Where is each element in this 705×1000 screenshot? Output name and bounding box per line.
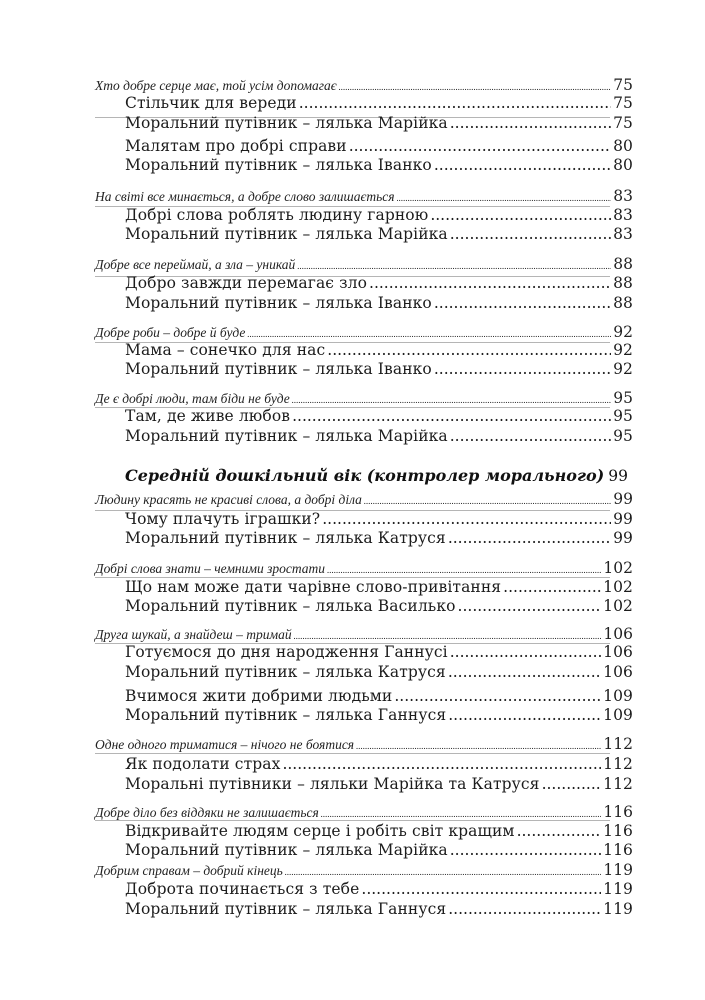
toc-page-number: 95 <box>613 389 633 407</box>
toc-leader-dots <box>517 822 602 840</box>
toc-subentry <box>125 643 633 665</box>
toc-subentry <box>125 841 633 863</box>
toc-leader-dots <box>361 880 601 898</box>
toc-page-number: 112 <box>603 755 633 773</box>
toc-entry-title: Моральний путівник – лялька Василько <box>125 597 456 615</box>
toc-leader-dots <box>450 841 601 859</box>
toc-page-number: 102 <box>603 578 633 596</box>
toc-entry-title: Моральний путівник – лялька Іванко <box>125 360 432 378</box>
toc-leader-dots <box>448 529 611 547</box>
toc-leader-dots <box>542 775 602 793</box>
toc-leader-dots <box>364 492 611 508</box>
toc-entry-title: Добре роби – добре й буде <box>95 325 246 340</box>
toc-entry-title: Добро завжди перемагає зло <box>125 274 368 292</box>
toc-page-number: 75 <box>613 76 633 94</box>
toc-subentry <box>125 755 633 777</box>
toc-chapter-entry <box>95 735 633 757</box>
toc-leader-dots <box>450 114 611 132</box>
toc-section-entry <box>125 466 628 488</box>
toc-entry-title: Малятам про добрі справи <box>125 137 347 155</box>
toc-page-number: 88 <box>613 294 633 312</box>
toc-entry-title: Моральний путівник – лялька Катруся <box>125 663 446 681</box>
toc-entry-title: Моральний путівник – лялька Іванко <box>125 156 432 174</box>
toc-leader-dots <box>321 805 602 821</box>
toc-entry-title: Добре все переймай, а зла – уникай <box>95 257 296 272</box>
toc-leader-dots <box>450 225 611 243</box>
toc-page-number: 75 <box>613 94 633 112</box>
toc-subentry <box>125 114 633 136</box>
toc-leader-dots <box>458 597 602 615</box>
toc-subentry <box>125 427 633 449</box>
toc-entry-title: На світі все минається, а добре слово залишається <box>95 189 395 204</box>
toc-leader-dots <box>448 706 601 724</box>
toc-leader-dots <box>503 578 601 596</box>
toc-page-number: 88 <box>613 255 633 273</box>
toc-entry-title: Мама – сонечко для нас <box>125 341 326 359</box>
toc-subentry <box>125 225 633 247</box>
toc-page-number: 116 <box>603 841 633 859</box>
toc-page-number: 83 <box>613 206 633 224</box>
toc-entry-title: Де є добрі люди, там біди не буде <box>95 391 290 406</box>
toc-page-number: 102 <box>603 597 633 615</box>
toc-entry-title: Друга шукай, а знайдеш – тримай <box>95 627 292 642</box>
toc-page-number: 99 <box>613 529 633 547</box>
toc-entry-title: Моральний путівник – лялька Марійка <box>125 427 448 445</box>
toc-leader-dots <box>247 325 611 341</box>
toc-leader-dots <box>292 391 611 407</box>
toc-subentry <box>125 274 633 296</box>
toc-subentry <box>125 706 633 728</box>
toc-leader-dots <box>292 407 611 425</box>
toc-leader-dots <box>434 360 611 378</box>
toc-page-number: 99 <box>613 510 633 528</box>
toc-page-number: 112 <box>603 775 633 793</box>
toc-entry-title: Добре діло без віддяки не залишається <box>95 805 319 820</box>
toc-entry-title: Стільчик для вереди <box>125 94 297 112</box>
toc-page-number: 119 <box>603 861 633 879</box>
toc-subentry <box>125 156 633 178</box>
toc-entry-title: Як подолати страх <box>125 755 281 773</box>
toc-entry-title: Чому плачуть іграшки? <box>125 510 321 528</box>
toc-page-number: 109 <box>603 687 633 705</box>
toc-leader-dots <box>339 78 612 94</box>
toc-entry-title: Моральний путівник – лялька Ганнуся <box>125 900 447 918</box>
toc-subentry <box>125 900 633 922</box>
toc-entry-title: Відкривайте людям серце і робіть світ кращим <box>125 822 515 840</box>
toc-page-number: 119 <box>603 880 633 898</box>
toc-page-number: 112 <box>603 735 633 753</box>
toc-entry-title: Хто добре серце має, той усім допомагає <box>95 78 337 93</box>
toc-page-number: 75 <box>613 114 633 132</box>
toc-entry-title: Вчимося жити добрими людьми <box>125 687 393 705</box>
toc-subentry <box>125 529 633 551</box>
toc-subentry <box>125 294 633 316</box>
toc-leader-dots <box>450 427 611 445</box>
toc-chapter-entry <box>95 490 633 512</box>
toc-entry-title: Моральний путівник – лялька Марійка <box>125 225 448 243</box>
toc-subentry <box>125 407 633 429</box>
toc-page-number: 92 <box>613 323 633 341</box>
toc-subentry <box>125 775 633 797</box>
toc-leader-dots <box>282 755 601 773</box>
toc-page-number: 83 <box>613 187 633 205</box>
toc-entry-title: Моральний путівник – лялька Іванко <box>125 294 432 312</box>
toc-subentry <box>125 597 633 619</box>
toc-leader-dots <box>448 663 601 681</box>
toc-page-number: 92 <box>613 360 633 378</box>
toc-entry-title: Там, де живе любов <box>125 407 291 425</box>
toc-page-number: 116 <box>603 822 633 840</box>
toc-subentry <box>125 94 633 116</box>
toc-page-number: 83 <box>613 225 633 243</box>
toc-page-number: 106 <box>603 643 633 661</box>
toc-entry-title: Одне одного триматися – нічого не боятися <box>95 737 355 752</box>
toc-entry-title: Моральний путівник – лялька Ганнуся <box>125 706 447 724</box>
toc-page-number: 88 <box>613 274 633 292</box>
toc-leader-dots <box>327 561 601 577</box>
toc-leader-dots <box>394 687 601 705</box>
toc-entry-title: Середній дошкільний вік (контролер морального) <box>125 466 605 485</box>
toc-entry-title: Що нам може дати чарівне слово-привітання <box>125 578 502 596</box>
toc-page-number: 92 <box>613 341 633 359</box>
toc-leader-dots <box>349 137 611 155</box>
toc-entry-title: Моральний путівник – лялька Марійка <box>125 114 448 132</box>
toc-leader-dots <box>322 510 611 528</box>
toc-leader-dots <box>327 341 611 359</box>
toc-leader-dots <box>294 627 602 643</box>
toc-page-number: 80 <box>613 156 633 174</box>
toc-page-number: 99 <box>608 467 628 485</box>
toc-page-number: 102 <box>603 559 633 577</box>
toc-subentry <box>125 663 633 685</box>
toc-entry-title: Добрі слова роблять людину гарною <box>125 206 429 224</box>
toc-entry-title: Людину красять не красиві слова, а добрі діла <box>95 492 362 507</box>
toc-leader-dots <box>369 274 611 292</box>
toc-leader-dots <box>448 900 601 918</box>
toc-leader-dots <box>285 863 602 879</box>
toc-leader-dots <box>299 94 611 112</box>
toc-leader-dots <box>430 206 611 224</box>
toc-entry-title: Добрим справам – добрий кінець <box>95 863 283 878</box>
toc-subentry <box>125 360 633 382</box>
toc-page-number: 109 <box>603 706 633 724</box>
toc-subentry <box>125 880 633 902</box>
toc-entry-title: Доброта починається з тебе <box>125 880 360 898</box>
toc-page-number: 95 <box>613 407 633 425</box>
toc-entry-title: Моральні путівники – ляльки Марійка та Катруся <box>125 775 540 793</box>
toc-leader-dots <box>356 737 601 753</box>
toc-entry-title: Моральний путівник – лялька Марійка <box>125 841 448 859</box>
toc-leader-dots <box>434 294 611 312</box>
toc-page-number: 95 <box>613 427 633 445</box>
toc-page-number: 116 <box>603 803 633 821</box>
toc-entry-title: Добрі слова знати – чемними зростати <box>95 561 326 576</box>
toc-leader-dots <box>450 643 601 661</box>
toc-page-number: 106 <box>603 625 633 643</box>
toc-page-number: 119 <box>603 900 633 918</box>
toc-entry-title: Моральний путівник – лялька Катруся <box>125 529 446 547</box>
toc-page-number: 106 <box>603 663 633 681</box>
toc-page-number: 80 <box>613 137 633 155</box>
toc-page-number: 99 <box>613 490 633 508</box>
toc-leader-dots <box>297 257 611 273</box>
toc-entry-title: Готуємося до дня народження Ганнусі <box>125 643 448 661</box>
toc-leader-dots <box>397 189 612 205</box>
toc-leader-dots <box>434 156 611 174</box>
